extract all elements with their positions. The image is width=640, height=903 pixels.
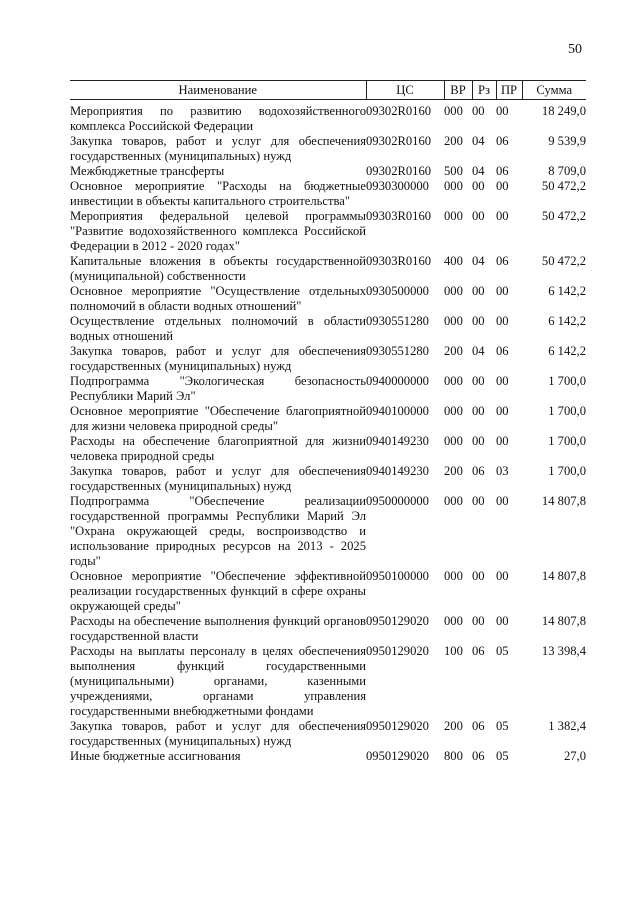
- cell-cs: 0930500000: [366, 284, 429, 298]
- table-row: [70, 614, 586, 644]
- table-row: [70, 344, 586, 374]
- cell-vr: 200: [444, 134, 463, 148]
- cell-sum: 1 700,0: [548, 404, 586, 418]
- cell-pr: 00: [496, 434, 509, 448]
- cell-pr: 00: [496, 209, 509, 223]
- header-name: Наименование: [70, 81, 366, 100]
- cell-cs: 09302R0160: [366, 134, 432, 148]
- header-pr: ПР: [496, 81, 522, 100]
- cell-cs: 0940149230: [366, 434, 429, 448]
- cell-pr: 06: [496, 254, 509, 268]
- table-row: [70, 100, 586, 135]
- cell-name: Мероприятия по развитию водохозяйственного комплекса Российской Федерации: [70, 104, 366, 133]
- cell-rz: 04: [472, 254, 485, 268]
- cell-vr: 000: [444, 569, 463, 583]
- header-rz: Рз: [472, 81, 496, 100]
- cell-sum: 6 142,2: [548, 284, 586, 298]
- cell-cs: 0950129020: [366, 644, 429, 658]
- cell-sum: 27,0: [563, 749, 586, 763]
- cell-vr: 000: [444, 209, 463, 223]
- cell-sum: 8 709,0: [548, 164, 586, 178]
- cell-name: Расходы на обеспечение благоприятной для жизни человека природной среды: [70, 434, 366, 463]
- cell-rz: 04: [472, 164, 485, 178]
- table-row: [70, 209, 586, 254]
- cell-vr: 000: [444, 284, 463, 298]
- cell-vr: 200: [444, 464, 463, 478]
- cell-vr: 200: [444, 344, 463, 358]
- cell-vr: 000: [444, 614, 463, 628]
- cell-pr: 06: [496, 344, 509, 358]
- cell-vr: 000: [444, 494, 463, 508]
- cell-rz: 04: [472, 344, 485, 358]
- cell-pr: 00: [496, 284, 509, 298]
- cell-name: Основное мероприятие "Обеспечение благоприятной для жизни человека природной среды": [70, 404, 366, 433]
- cell-name: Капитальные вложения в объекты государственной (муниципальной) собственности: [70, 254, 366, 283]
- cell-sum: 13 398,4: [541, 644, 586, 658]
- cell-sum: 6 142,2: [548, 314, 586, 328]
- cell-rz: 00: [472, 209, 485, 223]
- cell-name: Основное мероприятие "Расходы на бюджетные инвестиции в объекты капитального строительства": [70, 179, 366, 208]
- cell-pr: 00: [496, 404, 509, 418]
- cell-sum: 1 700,0: [548, 434, 586, 448]
- cell-cs: 0940000000: [366, 374, 429, 388]
- cell-rz: 00: [472, 374, 485, 388]
- cell-pr: 00: [496, 569, 509, 583]
- cell-cs: 0940149230: [366, 464, 429, 478]
- cell-pr: 00: [496, 179, 509, 193]
- cell-name: Расходы на обеспечение выполнения функций органов государственной власти: [70, 614, 366, 643]
- cell-cs: 09302R0160: [366, 164, 432, 178]
- table-row: [70, 434, 586, 464]
- cell-cs: 0930300000: [366, 179, 429, 193]
- table-row: [70, 464, 586, 494]
- cell-sum: 1 700,0: [548, 464, 586, 478]
- cell-vr: 500: [444, 164, 463, 178]
- cell-vr: 400: [444, 254, 463, 268]
- cell-vr: 200: [444, 719, 463, 733]
- cell-name: Мероприятия федеральной целевой программы "Развитие водохозяйственного комплекса Российской Федерации в 2012 - 2020 годах": [70, 209, 366, 253]
- cell-vr: 000: [444, 374, 463, 388]
- cell-rz: 00: [472, 104, 485, 118]
- table-body: [70, 100, 586, 765]
- cell-pr: 00: [496, 104, 509, 118]
- cell-sum: 1 382,4: [548, 719, 586, 733]
- cell-sum: 50 472,2: [541, 209, 586, 223]
- cell-name: Закупка товаров, работ и услуг для обеспечения государственных (муниципальных) нужд: [70, 464, 366, 493]
- table-row: [70, 569, 586, 614]
- cell-vr: 000: [444, 434, 463, 448]
- cell-pr: 00: [496, 494, 509, 508]
- cell-cs: 0950129020: [366, 749, 429, 763]
- cell-sum: 14 807,8: [541, 569, 586, 583]
- cell-name: Осуществление отдельных полномочий в области водных отношений: [70, 314, 366, 343]
- table-row: [70, 314, 586, 344]
- cell-vr: 100: [444, 644, 463, 658]
- cell-cs: 09303R0160: [366, 254, 432, 268]
- table-row: [70, 749, 586, 764]
- cell-cs: 0950129020: [366, 614, 429, 628]
- cell-sum: 9 539,9: [548, 134, 586, 148]
- cell-vr: 000: [444, 314, 463, 328]
- cell-rz: 00: [472, 314, 485, 328]
- cell-rz: 00: [472, 494, 485, 508]
- cell-cs: 0930551280: [366, 314, 429, 328]
- cell-cs: 0950000000: [366, 494, 429, 508]
- cell-rz: 00: [472, 434, 485, 448]
- cell-rz: 00: [472, 569, 485, 583]
- cell-name: Закупка товаров, работ и услуг для обеспечения государственных (муниципальных) нужд: [70, 134, 366, 163]
- cell-name: Закупка товаров, работ и услуг для обеспечения государственных (муниципальных) нужд: [70, 344, 366, 373]
- cell-sum: 1 700,0: [548, 374, 586, 388]
- cell-vr: 000: [444, 404, 463, 418]
- cell-pr: 06: [496, 164, 509, 178]
- cell-name: Межбюджетные трансферты: [70, 164, 225, 178]
- cell-rz: 06: [472, 464, 485, 478]
- table-header-row: [70, 81, 586, 100]
- cell-vr: 000: [444, 179, 463, 193]
- cell-rz: 00: [472, 614, 485, 628]
- table-row: [70, 284, 586, 314]
- cell-cs: 0950129020: [366, 719, 429, 733]
- cell-name: Подпрограмма "Экологическая безопасность Республики Марий Эл": [70, 374, 366, 403]
- header-sum: Сумма: [522, 81, 586, 100]
- cell-rz: 00: [472, 404, 485, 418]
- table-row: [70, 404, 586, 434]
- cell-pr: 06: [496, 134, 509, 148]
- cell-name: Закупка товаров, работ и услуг для обеспечения государственных (муниципальных) нужд: [70, 719, 366, 748]
- cell-pr: 00: [496, 614, 509, 628]
- cell-rz: 00: [472, 284, 485, 298]
- cell-sum: 14 807,8: [541, 494, 586, 508]
- cell-cs: 0930551280: [366, 344, 429, 358]
- cell-pr: 00: [496, 314, 509, 328]
- cell-name: Основное мероприятие "Обеспечение эффективной реализации государственных функций в сфере охраны окружающей среды": [70, 569, 366, 613]
- cell-cs: 09303R0160: [366, 209, 432, 223]
- table-row: [70, 179, 586, 209]
- cell-rz: 06: [472, 719, 485, 733]
- cell-sum: 50 472,2: [541, 254, 586, 268]
- cell-cs: 09302R0160: [366, 104, 432, 118]
- cell-sum: 50 472,2: [541, 179, 586, 193]
- table-row: [70, 134, 586, 164]
- cell-pr: 05: [496, 719, 509, 733]
- table-row: [70, 494, 586, 569]
- cell-sum: 18 249,0: [541, 104, 586, 118]
- header-cs: ЦС: [366, 81, 444, 100]
- page-number: 50: [568, 42, 582, 57]
- cell-pr: 05: [496, 644, 509, 658]
- cell-vr: 000: [444, 104, 463, 118]
- cell-sum: 6 142,2: [548, 344, 586, 358]
- cell-pr: 00: [496, 374, 509, 388]
- table-row: [70, 254, 586, 284]
- cell-name: Иные бюджетные ассигнования: [70, 749, 241, 763]
- cell-rz: 00: [472, 179, 485, 193]
- cell-name: Основное мероприятие "Осуществление отдельных полномочий в области водных отношений": [70, 284, 366, 313]
- budget-table: [70, 80, 586, 764]
- cell-pr: 03: [496, 464, 509, 478]
- cell-name: Подпрограмма "Обеспечение реализации государственной программы Республики Марий Эл "Охрана окружающей среды, воспроизводство и использование природных ресурсов на 2013 - 2025 годы": [70, 494, 366, 568]
- cell-pr: 05: [496, 749, 509, 763]
- cell-cs: 0940100000: [366, 404, 429, 418]
- table-row: [70, 164, 586, 179]
- cell-sum: 14 807,8: [541, 614, 586, 628]
- cell-rz: 04: [472, 134, 485, 148]
- table-row: [70, 374, 586, 404]
- table-row: [70, 644, 586, 719]
- cell-name: Расходы на выплаты персоналу в целях обеспечения выполнения функций государственными (муниципальными) органами, казенными учреждениями, органами управления государственными внебюджетными фондами: [70, 644, 366, 718]
- cell-vr: 800: [444, 749, 463, 763]
- cell-rz: 06: [472, 749, 485, 763]
- cell-rz: 06: [472, 644, 485, 658]
- table-row: [70, 719, 586, 749]
- cell-cs: 0950100000: [366, 569, 429, 583]
- header-vr: ВР: [444, 81, 472, 100]
